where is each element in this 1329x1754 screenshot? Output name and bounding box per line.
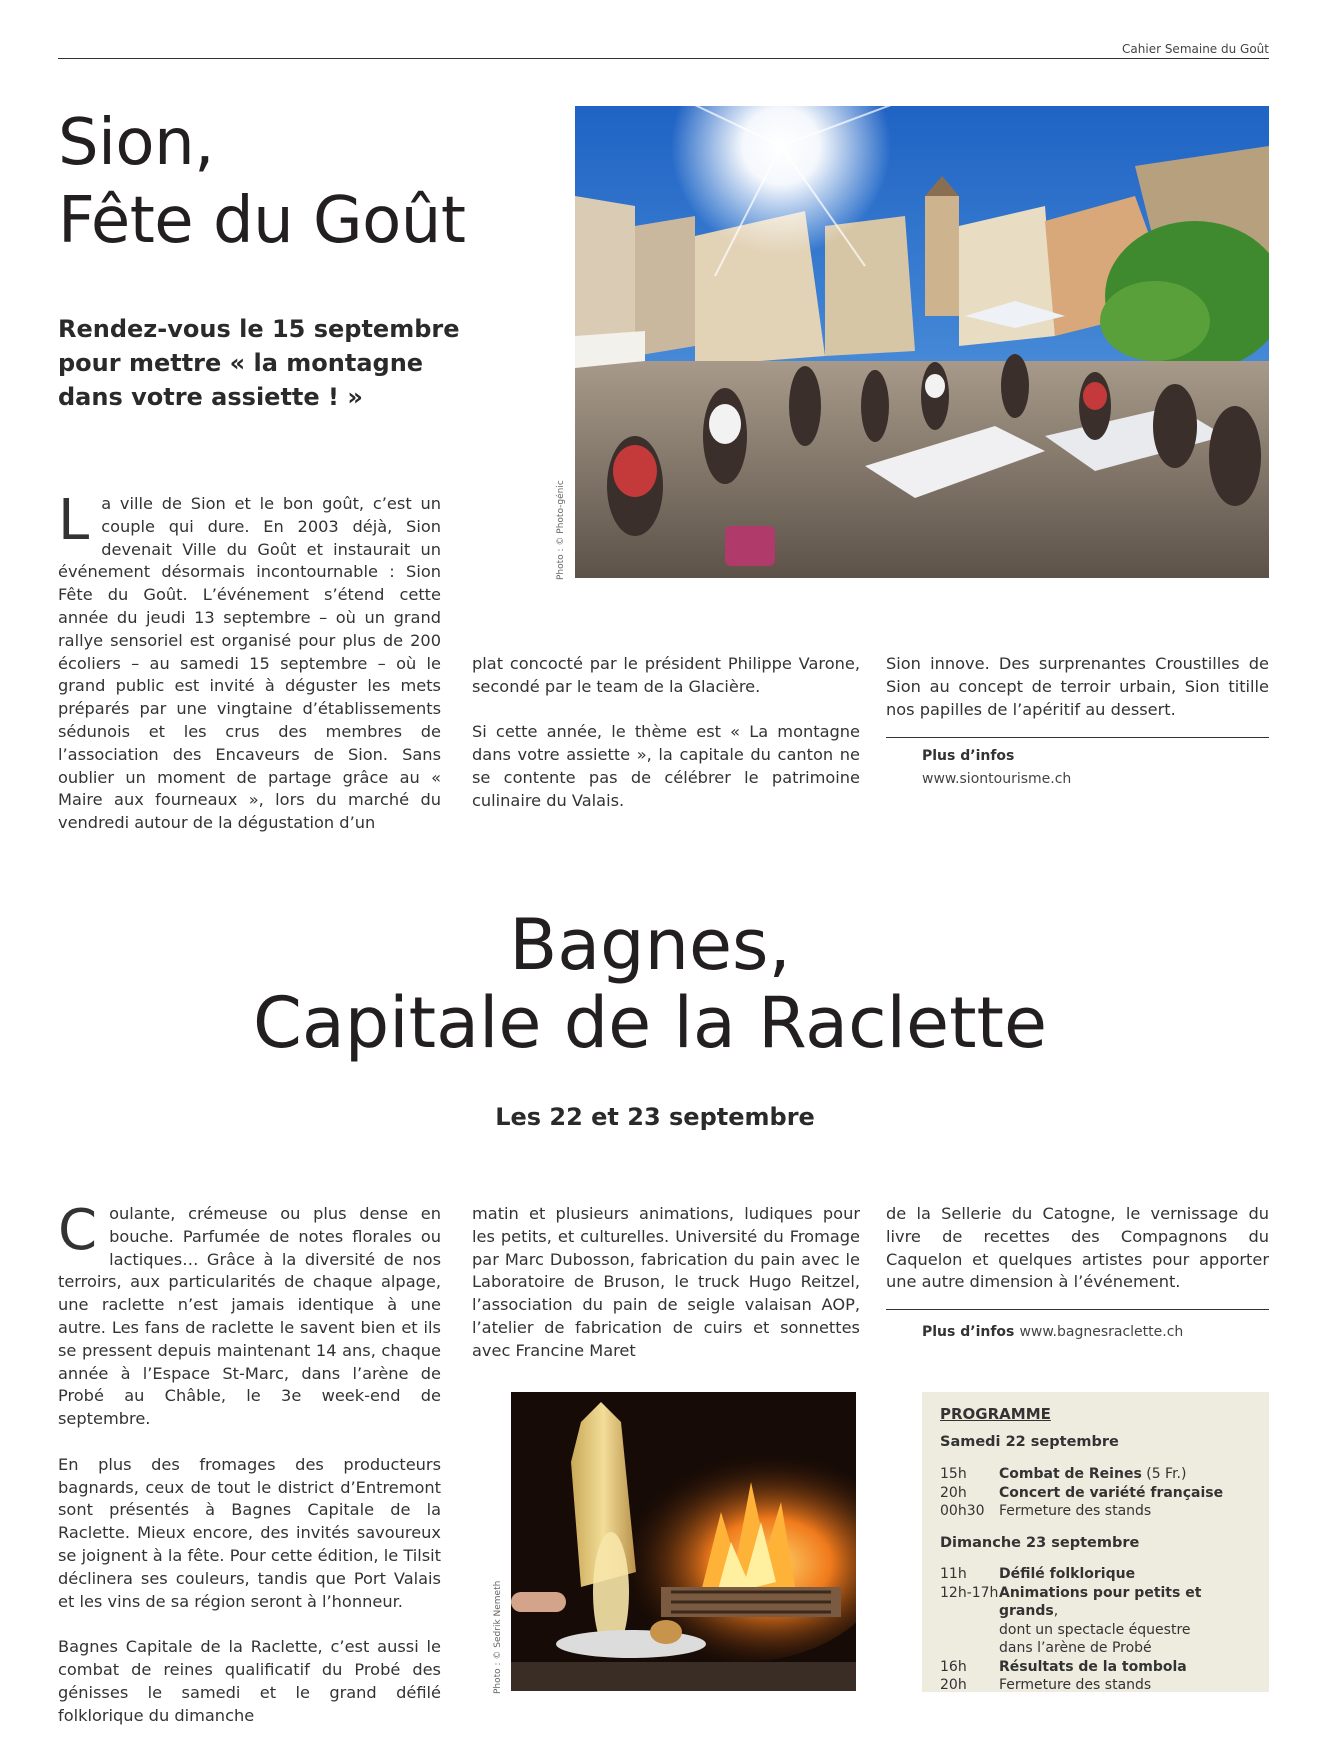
programme-title: PROGRAMME xyxy=(940,1405,1051,1423)
bagnes-info-label: Plus d’infos xyxy=(922,1324,1015,1340)
programme-item xyxy=(940,1465,1260,1484)
sion-title-line2: Fête du Goût xyxy=(58,184,466,258)
bagnes-info-link[interactable]: www.bagnesraclette.ch xyxy=(1019,1324,1184,1340)
bagnes-column-2 xyxy=(472,1203,860,1385)
sion-col1-text: a ville de Sion et le bon goût, c’est un couple qui dure. En 2003 déjà, Sion devenait Ville du Goût et instaurait un événement désormais incontournable : Sion Fête du Goût. L’événement s’étend cette année du jeudi 13 septembre – où un grand rallye sensoriel est organisé pour plus de 200 écoliers – au samedi 15 septembre – où le grand public est invité à déguster les mets préparés par une vingtaine d’établissements sédunois et les crus des membres de l’association des Encaveurs de Sion. Sans oublier un moment de partage grâce au « Maire aux fourneaux », lors du marché du vendredi autour de la dégustation d’un xyxy=(58,494,441,833)
raclette-photo-credit: Photo : © Sedrik Nemeth xyxy=(493,1580,503,1694)
bagnes-column-3 xyxy=(886,1203,1269,1317)
raclette-photo xyxy=(511,1392,856,1691)
bagnes-title-line1: Bagnes, xyxy=(509,904,791,986)
programme-item xyxy=(940,1484,1260,1503)
programme-event: dont un spectacle équestre xyxy=(999,1621,1191,1638)
programme-event: Combat de Reines (5 Fr.) xyxy=(999,1466,1187,1482)
sion-title xyxy=(58,104,538,260)
programme-item xyxy=(940,1639,1265,1658)
bagnes-col1-p3: Bagnes Capitale de la Raclette, c’est aussi le combat de reines qualificatif du Probé des génisses le samedi et le grand défilé folklorique du dimanche xyxy=(58,1637,441,1725)
programme-time: 20h xyxy=(940,1484,967,1501)
sion-photo-credit: Photo : © Photo-génic xyxy=(556,480,566,580)
bagnes-title-line2: Capitale de la Raclette xyxy=(252,982,1048,1064)
sion-subtitle-line1: Rendez-vous le 15 septembre xyxy=(58,315,460,343)
programme-day1-list xyxy=(940,1465,1260,1521)
programme-time: 12h-17h xyxy=(940,1584,999,1601)
programme-item xyxy=(940,1676,1265,1695)
programme-time: 16h xyxy=(940,1658,967,1675)
header-rule xyxy=(58,58,1269,59)
programme-item xyxy=(940,1621,1265,1640)
programme-box xyxy=(922,1392,1269,1692)
programme-item xyxy=(940,1584,1265,1621)
sion-subtitle-line3: dans votre assiette ! » xyxy=(58,383,363,411)
programme-time: 20h xyxy=(940,1677,967,1693)
programme-item xyxy=(940,1565,1265,1584)
sion-info-rule xyxy=(886,737,1269,738)
programme-time: 11h xyxy=(940,1566,967,1582)
sion-dropcap: L xyxy=(58,488,90,553)
programme-day2-list xyxy=(940,1565,1265,1695)
raclette-photo-image xyxy=(511,1392,856,1691)
programme-time: 15h xyxy=(940,1466,967,1482)
sion-column-3 xyxy=(886,653,1269,744)
programme-event: Concert de variété française xyxy=(999,1484,1224,1501)
sion-col2-p2: Si cette année, le thème est « La montagne dans votre assiette », la capitale du canton ne se contente pas de célébrer le patrimoine culinaire du Valais. xyxy=(472,722,860,810)
programme-time xyxy=(940,1639,999,1658)
sion-col2-p1: plat concocté par le président Philippe Varone, secondé par le team de la Glacière. xyxy=(472,654,860,696)
sion-photo xyxy=(575,106,1269,578)
sion-column-1 xyxy=(58,488,441,835)
programme-event: Fermeture des stands xyxy=(999,1503,1152,1519)
sion-title-line1: Sion, xyxy=(58,106,214,180)
programme-event: dans l’arène de Probé xyxy=(999,1640,1152,1656)
bagnes-subtitle: Les 22 et 23 septembre xyxy=(495,1103,815,1131)
programme-time: 00h30 xyxy=(940,1503,985,1519)
bagnes-col1-p1 xyxy=(58,1198,441,1431)
header-section-label: Cahier Semaine du Goût xyxy=(1122,42,1269,56)
programme-item xyxy=(940,1658,1265,1677)
programme-event: Fermeture des stands xyxy=(999,1677,1152,1693)
sion-subtitle xyxy=(58,312,498,414)
bagnes-info xyxy=(922,1321,1183,1340)
sion-photo-image xyxy=(575,106,1269,578)
programme-time xyxy=(940,1621,999,1640)
sion-info-label: Plus d’infos xyxy=(922,748,1015,764)
bagnes-col3-text: de la Sellerie du Catogne, le vernissage du livre de recettes des Compagnons du Caquelon et quelques artistes pour apporter une autre dimension à l’événement. xyxy=(886,1204,1269,1292)
programme-event: Résultats de la tombola xyxy=(999,1658,1187,1675)
sion-subtitle-line2: pour mettre « la montagne xyxy=(58,349,424,377)
bagnes-column-1 xyxy=(58,1198,441,1750)
bagnes-col1-p2: En plus des fromages des producteurs bagnards, ceux de tout le district d’Entremont sont présentés à Bagnes Capitale de la Raclette. Mieux encore, des invités savoureux se joignent à la fête. Pour cette édition, le Tilsit déclinera ses couleurs, tandis que Port Valais et les vins de sa région seront à l’honneur. xyxy=(58,1454,441,1611)
bagnes-info-rule xyxy=(886,1309,1269,1310)
sion-column-2 xyxy=(472,653,860,835)
bagnes-title xyxy=(0,906,1300,1062)
bagnes-col1-p1-text: oulante, crémeuse ou plus dense en bouche. Parfumée de notes florales ou lactiques… Grâce à la diversité de nos terroirs, aux particularités de chaque alpage, une raclette n’est jamais identique à une autre. Les fans de raclette le savent bien et ils se pressent depuis maintenant 14 ans, chaque année à l’Espace St-Marc, dans l’arène de Probé au Châble, le 3e week-end de septembre. xyxy=(58,1204,441,1429)
sion-col3-text: Sion innove. Des surprenantes Croustilles de Sion au concept de terroir urbain, Sion titille nos papilles de l’apéritif au dessert. xyxy=(886,654,1269,719)
programme-day1: Samedi 22 septembre xyxy=(940,1434,1119,1450)
programme-event: Défilé folklorique xyxy=(999,1566,1136,1582)
programme-item xyxy=(940,1502,1260,1521)
programme-event: Animations pour petits et grands, xyxy=(999,1584,1202,1619)
bagnes-col2-text: matin et plusieurs animations, ludiques pour les petits, et culturelles. Université du Fromage par Marc Dubosson, fabrication du pain avec le Laboratoire de Bruson, le truck Hugo Reitzel, l’association du pain de seigle valaisan AOP, l’atelier de fabrication de cuirs et sonnettes avec Francine Maret xyxy=(472,1204,860,1360)
programme-day2: Dimanche 23 septembre xyxy=(940,1535,1140,1551)
bagnes-dropcap: C xyxy=(58,1198,98,1263)
sion-info-link[interactable]: www.siontourisme.ch xyxy=(922,771,1072,787)
